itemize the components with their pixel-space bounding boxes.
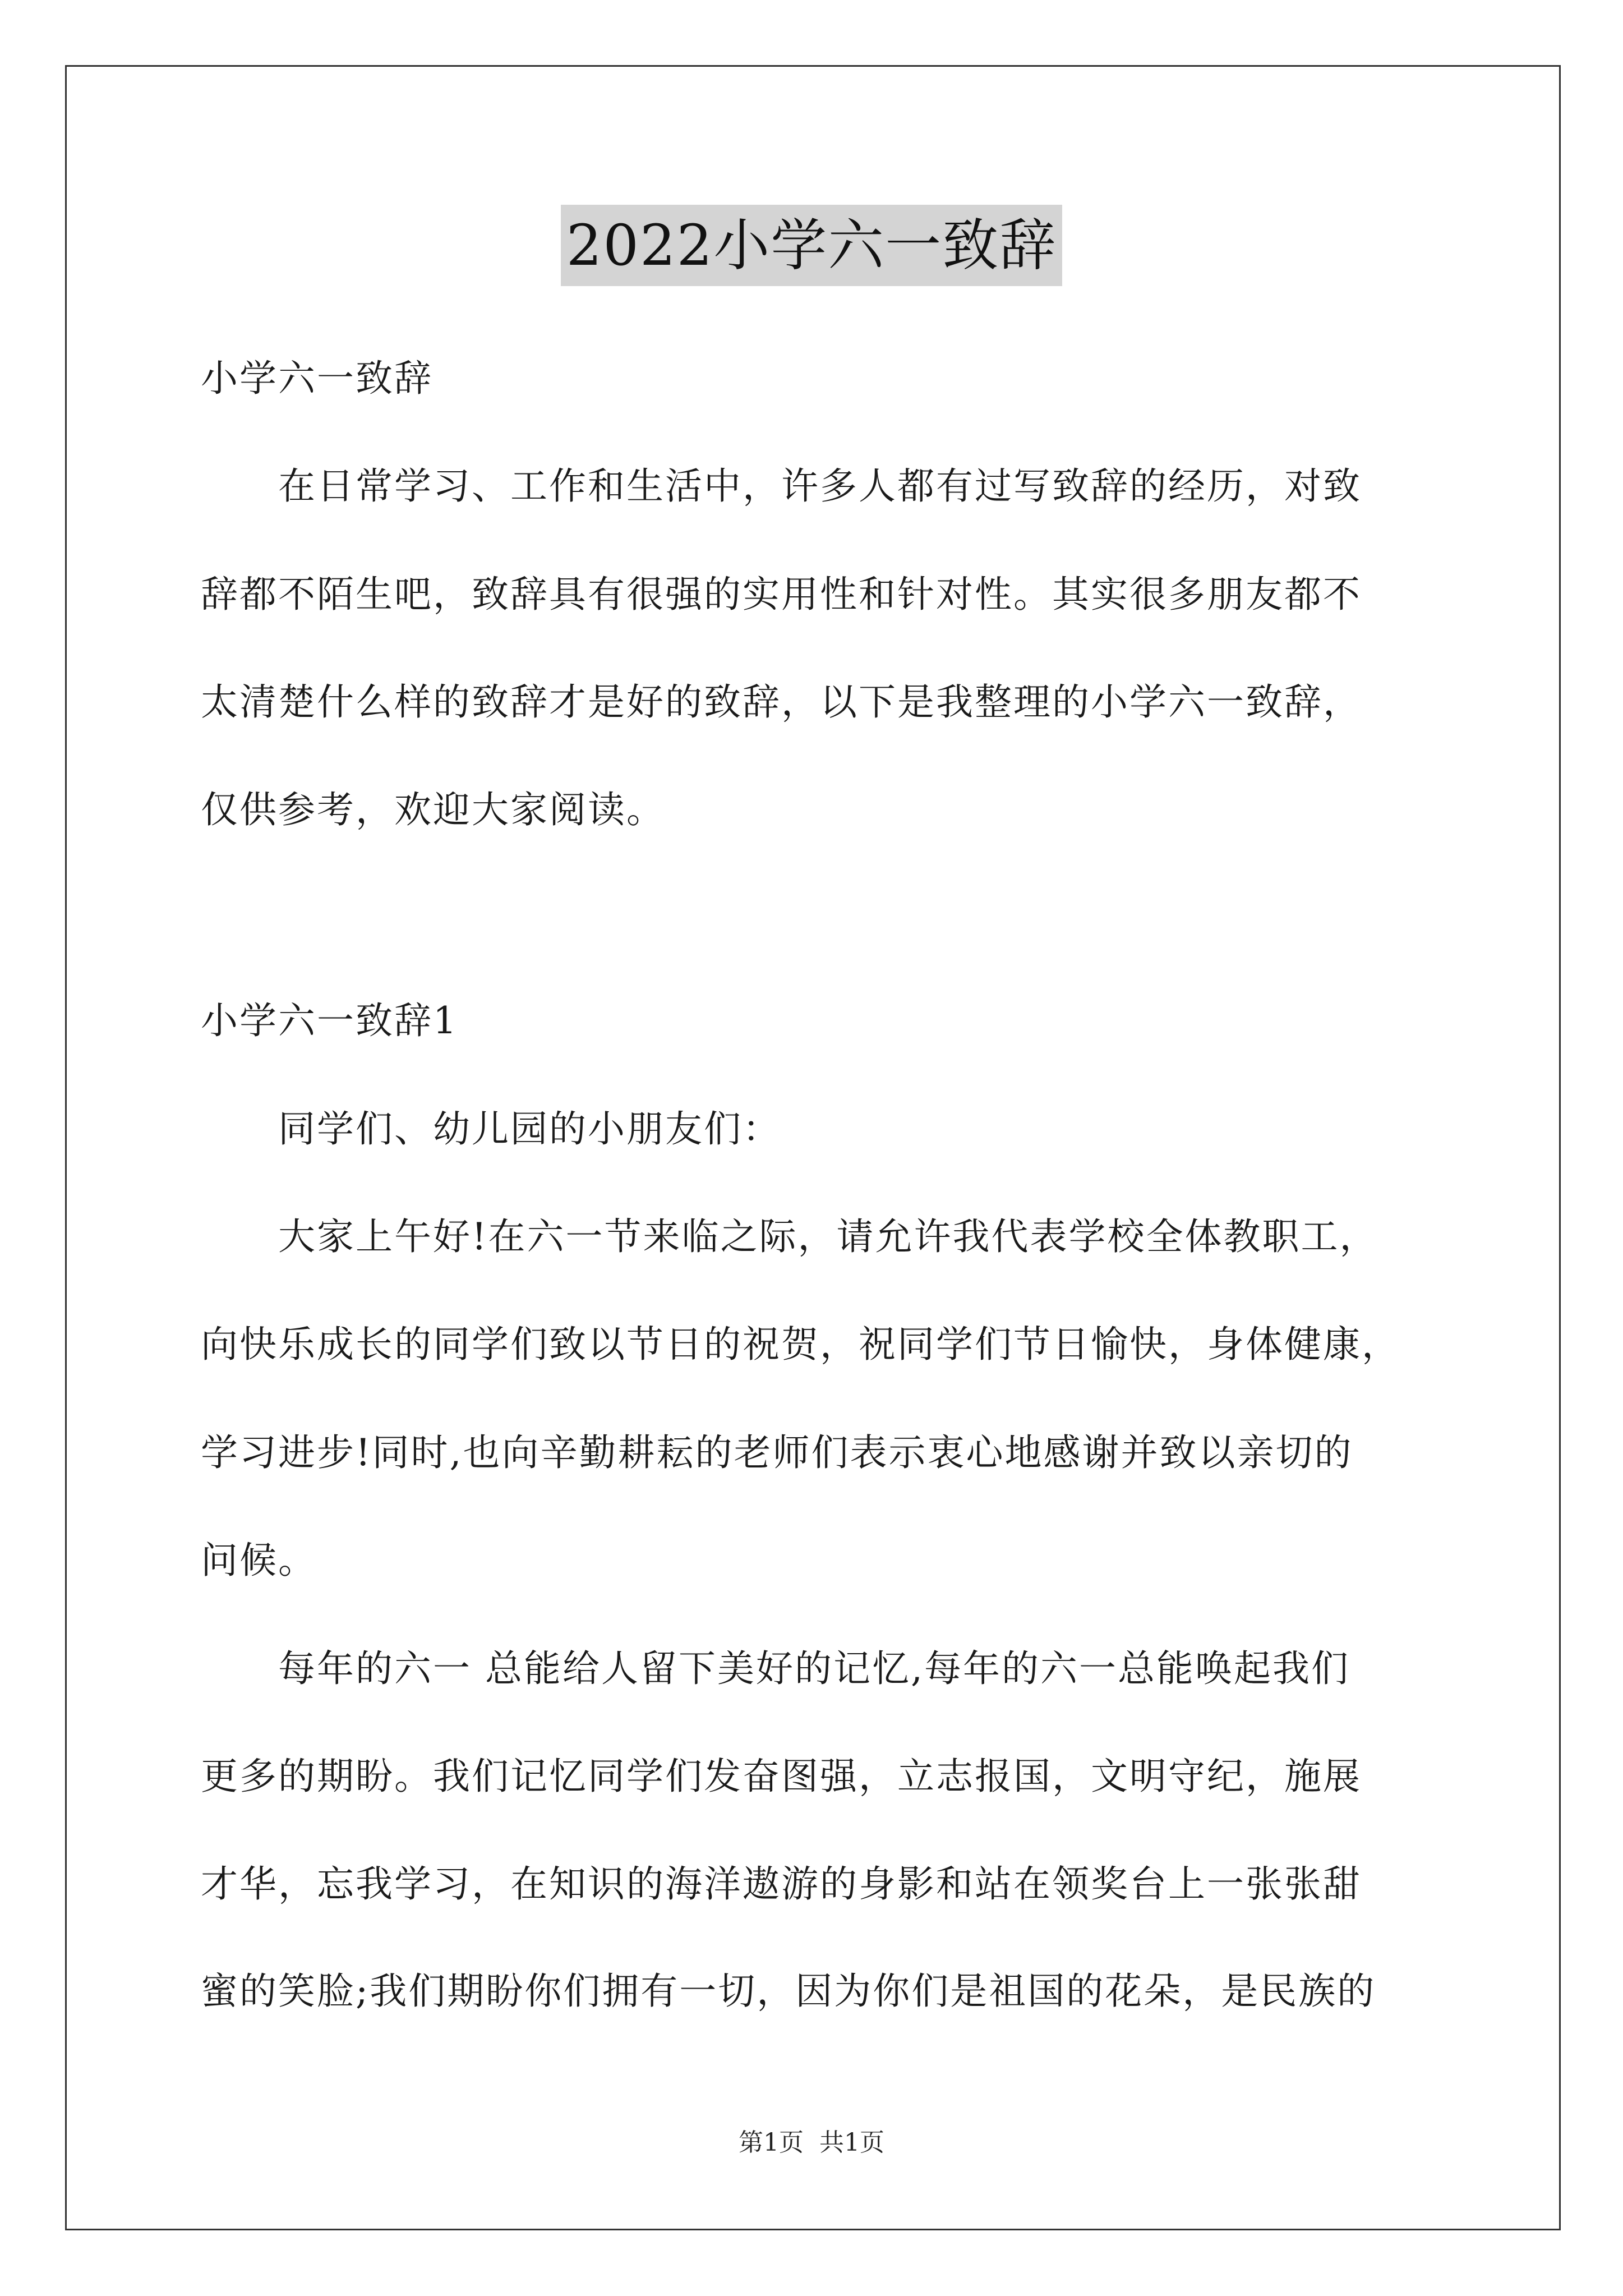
- document-title: 2022小学六一致辞: [561, 205, 1063, 286]
- greeting: 同学们、幼儿园的小朋友们：: [201, 1107, 781, 1151]
- paragraph-line: 才华，忘我学习，在知识的海洋遨游的身影和站在领奖台上一张张甜: [201, 1862, 1362, 1906]
- page-total: 共1页: [819, 2128, 884, 2157]
- paragraph-line: 更多的期盼。我们记忆同学们发奋图强，立志报国，文明守纪，施展: [201, 1755, 1362, 1798]
- intro-line: 太清楚什么样的致辞才是好的致辞，以下是我整理的小学六一致辞，: [201, 680, 1362, 724]
- paragraph-line: 问候。: [201, 1539, 317, 1582]
- page-footer: [0, 2126, 1623, 2160]
- intro-line: 仅供参考，欢迎大家阅读。: [201, 788, 665, 831]
- page-number: 第1页: [739, 2128, 804, 2157]
- paragraph-line: 大家上午好!在六一节来临之际，请允许我代表学校全体教职工，: [201, 1215, 1378, 1258]
- subtitle: 小学六一致辞: [201, 357, 433, 400]
- paragraph-line: 向快乐成长的同学们致以节日的祝贺，祝同学们节日愉快，身体健康，: [201, 1323, 1400, 1366]
- paragraph-line: 每年的六一 总能给人留下美好的记忆,每年的六一总能唤起我们: [201, 1647, 1350, 1690]
- paragraph-line: 蜜的笑脸;我们期盼你们拥有一切，因为你们是祖国的花朵，是民族的: [201, 1970, 1376, 2013]
- intro-line: 在日常学习、工作和生活中，许多人都有过写致辞的经历，对致: [201, 464, 1362, 508]
- paragraph-line: 学习进步!同时,也向辛勤耕耘的老师们表示衷心地感谢并致以亲切的: [201, 1431, 1353, 1474]
- section-heading: 小学六一致辞1: [201, 999, 458, 1042]
- title-container: [0, 205, 1623, 286]
- intro-line: 辞都不陌生吧，致辞具有很强的实用性和针对性。其实很多朋友都不: [201, 573, 1362, 616]
